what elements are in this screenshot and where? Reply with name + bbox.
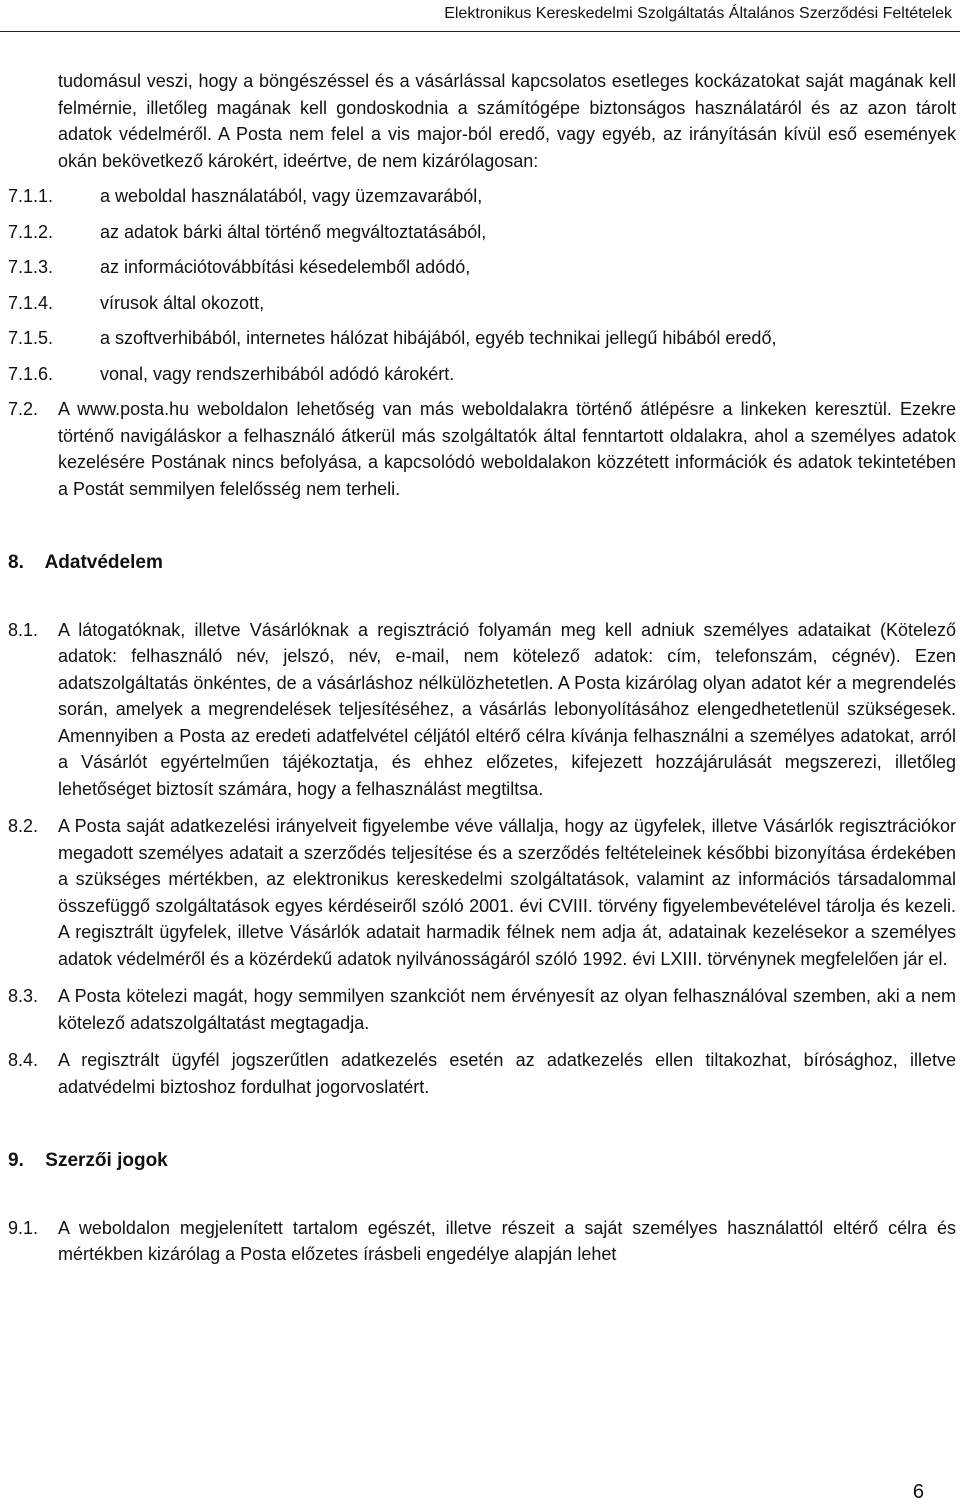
section-heading-8 <box>8 550 956 577</box>
paragraph-text: A www.posta.hu weboldalon lehetőség van más weboldalakra történő átlépésre a linkeken keresztül. Ezekre történő navigáláskor a felhasználó átkerül más szolgáltatók által fenntartott oldalakra, ahol a személyes adatok kezelésére Postának nincs befolyása, a kapcsolódó weboldalakon közzétett információk és adatok tekintetében a Postát semmilyen felelősség nem terheli. <box>58 399 956 499</box>
paragraph-text: A látogatóknak, illetve Vásárlóknak a regisztráció folyamán meg kell adniuk személyes adataikat (Kötelező adatok: felhasználó név, jelszó, név, e-mail, nem kötelező adatok: cím, telefonszám, cégnév). Ezen adatszolgáltatás önkéntes, de a vásárláshoz nélkülözhetetlen. A Posta kizárólag olyan adatot kér a megrendelés során, amelyek a megrendelések teljesítéséhez, a vásárlás lebonyolításához elengedhetetlenül szükségesek. Amennyiben a Posta az eredeti adatfelvétel céljától eltérő célra kívánja felhasználni a személyes adatokat, arról a Vásárlót egyértelműen tájékoztatja, és ehhez előzetes, kifejezett hozzájárulását megszerezi, illetőleg lehetőséget biztosít számára, hogy a felhasználást megtiltsa. <box>58 619 956 799</box>
item-text: az információtovábbítási késedelemből adódó, <box>100 257 471 277</box>
list-item <box>8 325 956 352</box>
paragraph-8-3 <box>8 983 956 1036</box>
paragraph-text: A regisztrált ügyfél jogszerűtlen adatkezelés esetén az adatkezelés ellen tiltakozhat, bírósághoz, illetve adatvédelmi biztoshoz fordulhat jogorvoslatért. <box>58 1050 956 1097</box>
page-number: 6 <box>912 1481 924 1503</box>
item-text: vonal, vagy rendszerhibából adódó károkért. <box>100 363 455 384</box>
list-item <box>8 254 956 281</box>
paragraph-text: A weboldalon megjelenített tartalom egészét, illetve részeit a saját személyes használattól eltérő célra és mértékben kizárólag a Posta előzetes írásbeli engedélye alapján lehet <box>58 1217 956 1264</box>
section-title: Adatvédelem <box>44 552 163 573</box>
paragraph-number: 8.1. <box>8 619 39 640</box>
paragraph-number: 8.4. <box>8 1050 39 1070</box>
list-item <box>8 361 956 388</box>
paragraph-8-2 <box>8 813 956 972</box>
paragraph-text: A Posta kötelezi magát, hogy semmilyen szankciót nem érvényesít az olyan felhasználóval szemben, aki a nem kötelező adatszolgáltatást megtagadja. <box>58 986 956 1033</box>
intro-paragraph: tudomásul veszi, hogy a böngészéssel és a vásárlással kapcsolatos esetleges kockázatokat saját magának kell felmérnie, illetőleg magának kell gondoskodnia a számítógépe biztonságos használatáról és az azon tárolt adatok védelméről. A Posta nem felel a vis major-ból eredő, vagy egyéb, az irányításán kívül eső események okán bekövetkező károkért, ideértve, de nem kizárólagosan: <box>58 71 956 171</box>
page-header <box>0 0 960 32</box>
paragraph-9-1 <box>8 1215 956 1268</box>
paragraph-number: 8.3. <box>8 986 39 1006</box>
list-item <box>8 183 956 210</box>
item-number: 7.1.2. <box>8 221 54 242</box>
item-number: 7.1.1. <box>8 186 54 206</box>
paragraph-text: A Posta saját adatkezelési irányelveit figyelembe véve vállalja, hogy az ügyfelek, illetve Vásárlók regisztrációkor megadott személyes adatait a szerződés teljesítése és a szerződés feltételeinek későbbi bizonyítása érdekében a szükséges mértékben, az elektronikus kereskedelmi szolgáltatások, valamint az információs társadalommal összefüggő szolgáltatások egyes kérdéseiről szóló 2001. évi CVIII. törvény figyelembevételével tárolja és kezeli. A regisztrált ügyfelek, illetve Vásárlók adatait harmadik félnek nem adja át, adatainak kezelésekor a személyes adatok védelméről és a közérdekű adatok nyilvánosságáról szóló 1992. évi LXIII. törvénynek megfelelően jár el. <box>58 816 956 969</box>
paragraph-8-4 <box>8 1047 956 1100</box>
item-text: a szoftverhibából, internetes hálózat hibájából, egyéb technikai jellegű hibából eredő, <box>100 328 777 348</box>
list-item <box>8 290 956 317</box>
section-number: 8. <box>8 552 24 573</box>
item-number: 7.1.5. <box>8 328 54 348</box>
section-title: Szerzői jogok <box>45 1150 168 1171</box>
paragraph-7-2 <box>8 396 956 502</box>
header-title: Elektronikus Kereskedelmi Szolgáltatás Általános Szerződési Feltételek <box>444 5 952 22</box>
section-number: 9. <box>8 1150 24 1171</box>
section-heading-9 <box>8 1148 956 1175</box>
item-number: 7.1.3. <box>8 257 54 277</box>
item-text: vírusok által okozott, <box>100 292 265 313</box>
paragraph-number: 8.2. <box>8 816 39 836</box>
item-number: 7.1.6. <box>8 363 54 384</box>
paragraph-8-1 <box>8 617 956 803</box>
item-text: a weboldal használatából, vagy üzemzavarából, <box>100 186 483 206</box>
list-item <box>8 219 956 246</box>
paragraph-number: 9.1. <box>8 1217 39 1238</box>
item-text: az adatok bárki által történő megváltoztatásából, <box>100 221 487 242</box>
item-number: 7.1.4. <box>8 292 54 313</box>
subitem-list <box>8 183 956 387</box>
document-body <box>8 68 956 1268</box>
paragraph-number: 7.2. <box>8 399 39 419</box>
